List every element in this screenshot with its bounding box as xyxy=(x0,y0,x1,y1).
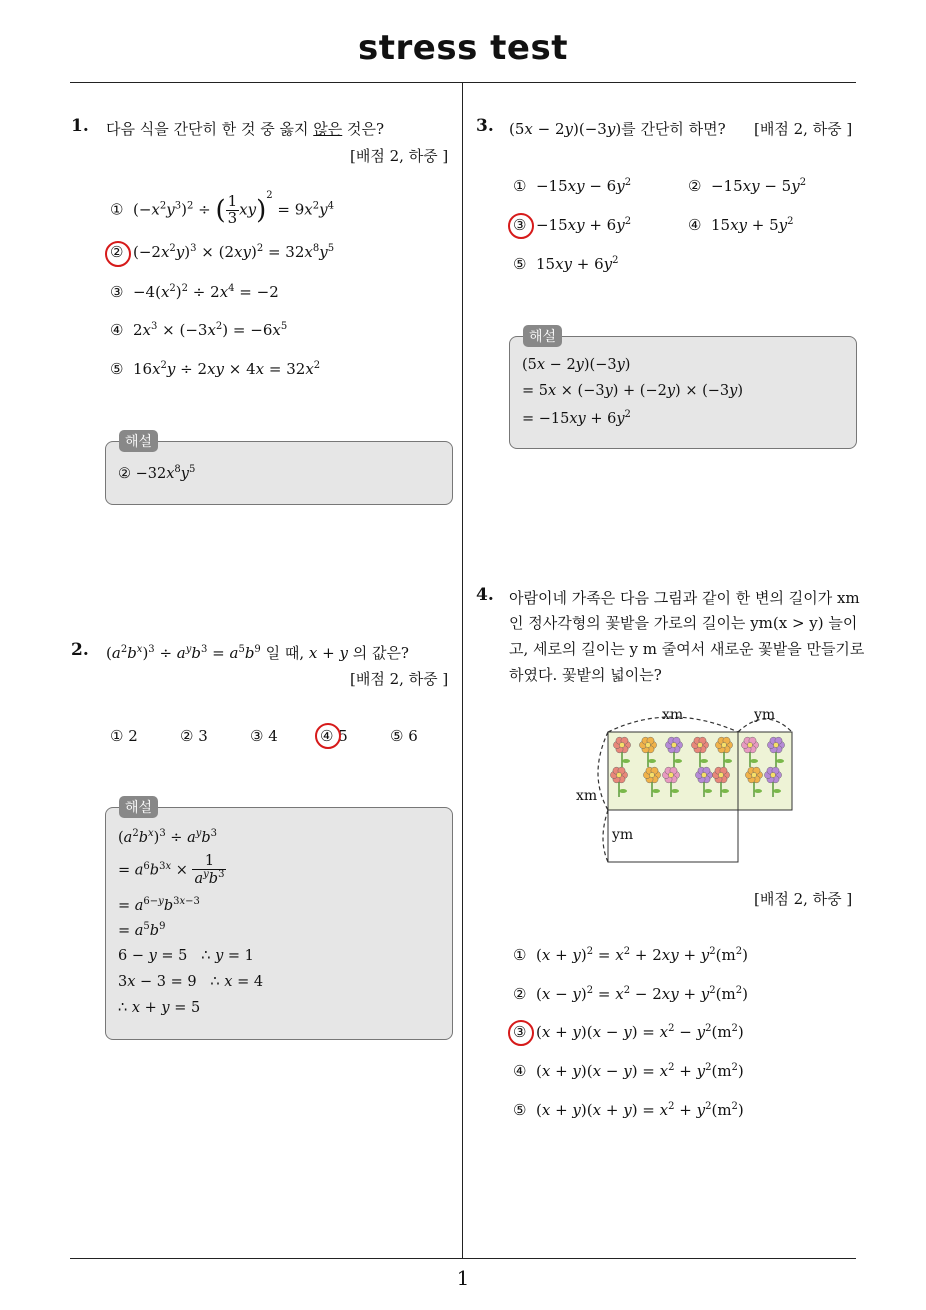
flower-center xyxy=(751,772,756,777)
solution-box xyxy=(105,807,453,1040)
answer-mark xyxy=(105,241,131,267)
flower-center xyxy=(649,772,654,777)
flower-leaf xyxy=(674,759,682,763)
flower-center xyxy=(701,772,706,777)
question-text-line: 고, 세로의 길이는 y m 줄여서 새로운 꽃밭을 만들기로 xyxy=(509,640,865,658)
solution-line: 6 − y = 5 ∴ y = 1 xyxy=(118,948,254,964)
bottom-rule xyxy=(70,1258,856,1259)
question-number: 2. xyxy=(71,640,89,660)
solution-line: ② $-32x^8y^5$ xyxy=(118,464,196,482)
choice-4[interactable]: ④ $2x^3 \times (-3x^2) = -6x^5$ xyxy=(110,321,288,339)
flower-center xyxy=(770,772,775,777)
flower-center xyxy=(671,742,676,747)
page-title: stress test xyxy=(358,28,568,68)
flower-leaf xyxy=(652,789,660,793)
choice-1[interactable]: ① $(-x^2y^3)^2$ ÷ ( $\frac{1}{3}$ $xy)^2 = 9x^2y^4$ xyxy=(110,190,334,227)
flower-leaf xyxy=(622,759,630,763)
question-text-part: 것은? xyxy=(342,120,385,138)
flower-leaf xyxy=(619,789,627,793)
figure-label-left-x: xm xyxy=(576,788,598,804)
flower-center xyxy=(668,772,673,777)
solution-line: = $a^5b^9$ xyxy=(118,921,166,939)
question-text-line: 아람이네 가족은 다음 그림과 같이 한 변의 길이가 xm xyxy=(509,589,860,607)
flower-center xyxy=(718,772,723,777)
answer-mark xyxy=(508,213,534,239)
choice-5[interactable]: ⑤ 6 xyxy=(390,727,418,745)
choice-2[interactable]: ② $(-2x^2y)^3 \times (2xy)^2 = 32x^8y^5$ xyxy=(110,243,335,261)
flower-center xyxy=(721,742,726,747)
flower-leaf xyxy=(704,789,712,793)
question-number: 3. xyxy=(476,116,494,136)
choice-1[interactable]: ① $-15xy - 6y^2$ xyxy=(513,177,632,195)
page-number: 1 xyxy=(456,1266,470,1290)
flower-center xyxy=(616,772,621,777)
flower-leaf xyxy=(648,759,656,763)
choice-4[interactable]: ④ $(x + y)(x - y) = x^2 + y^2(m^2)$ xyxy=(513,1062,744,1080)
choice-2[interactable]: ② $-15xy - 5y^2$ xyxy=(688,177,807,195)
score-info: [배점 2, 하중 ] xyxy=(754,890,853,908)
flower-center xyxy=(747,742,752,747)
question-text-part: 다음 식을 간단히 한 것 중 옳지 xyxy=(106,120,314,138)
column-divider xyxy=(462,83,463,1258)
flower-leaf xyxy=(776,759,784,763)
choice-2[interactable]: ② 3 xyxy=(180,727,208,745)
flower-center xyxy=(619,742,624,747)
choice-5[interactable]: ⑤ $(x + y)(x + y) = x^2 + y^2(m^2)$ xyxy=(513,1101,744,1119)
question-text-line: 인 정사각형의 꽃밭을 가로의 길이는 ym(x > y) 늘이 xyxy=(509,614,858,632)
answer-mark xyxy=(315,723,341,749)
choice-1[interactable]: ① $(x + y)^2 = x^2 + 2xy + y^2(m^2)$ xyxy=(513,946,748,964)
solution-line: = 5x × (−3y) + (−2y) × (−3y) xyxy=(522,383,743,399)
solution-line: = $-15xy + 6y^2$ xyxy=(522,409,631,427)
question-number: 4. xyxy=(476,585,494,605)
score-info: [배점 2, 하중 ] xyxy=(754,120,853,138)
figure-label-left-y: ym xyxy=(612,827,634,843)
choice-5[interactable]: ⑤ $15xy + 6y^2$ xyxy=(513,255,619,273)
solution-tag: 해설 xyxy=(523,325,562,347)
score-info: [배점 2, 하중 ] xyxy=(350,147,449,165)
choice-3[interactable]: ③ $(x + y)(x - y) = x^2 - y^2(m^2)$ xyxy=(513,1023,744,1041)
solution-line: = $a^6b^{3x}$ × $\frac{1}{a^yb^3}$ xyxy=(118,853,225,888)
flower-leaf xyxy=(773,789,781,793)
solution-tag: 해설 xyxy=(119,796,158,818)
question-number: 1. xyxy=(71,116,89,136)
flower-leaf xyxy=(671,789,679,793)
choice-1[interactable]: ① 2 xyxy=(110,727,138,745)
question-text-underlined: 않은 xyxy=(313,120,343,138)
flower-leaf xyxy=(724,759,732,763)
solution-box xyxy=(509,336,857,449)
question-text-line: 하였다. 꽃밭의 넓이는? xyxy=(509,666,662,684)
flower-center xyxy=(645,742,650,747)
choice-2[interactable]: ② $(x - y)^2 = x^2 - 2xy + y^2(m^2)$ xyxy=(513,985,748,1003)
flower-center xyxy=(773,742,778,747)
solution-line: $(a^2b^x)^3 \div a^yb^3$ xyxy=(118,828,218,846)
solution-line: 3x − 3 = 9 ∴ x = 4 xyxy=(118,974,264,990)
flower-leaf xyxy=(754,789,762,793)
figure-label-top-x: xm xyxy=(662,707,684,723)
solution-line: (5x − 2y)(−3y) xyxy=(522,357,631,373)
score-info: [배점 2, 하중 ] xyxy=(350,670,449,688)
answer-mark xyxy=(508,1020,534,1046)
flower-leaf xyxy=(750,759,758,763)
choice-4[interactable]: ④ 5 xyxy=(320,727,348,745)
flower-center xyxy=(697,742,702,747)
question-text xyxy=(106,118,384,139)
choice-3[interactable]: ③ 4 xyxy=(250,727,278,745)
choice-5[interactable]: ⑤ $16x^2y \div 2xy \times 4x = 32x^2$ xyxy=(110,360,321,378)
choice-3[interactable]: ③ $-4(x^2)^2 \div 2x^4 = -2$ xyxy=(110,283,279,301)
flower-leaf xyxy=(700,759,708,763)
choice-3[interactable]: ③ $-15xy + 6y^2$ xyxy=(513,216,632,234)
choice-4[interactable]: ④ $15xy + 5y^2$ xyxy=(688,216,794,234)
solution-line: ∴ x + y = 5 xyxy=(118,1000,201,1016)
top-rule xyxy=(70,82,856,83)
figure-label-top-y: ym xyxy=(754,707,776,723)
solution-tag: 해설 xyxy=(119,430,158,452)
solution-box xyxy=(105,441,453,505)
question-text: (5x − 2y)(−3y)를 간단히 하면? xyxy=(509,120,726,138)
question-text: $(a^2b^x)^3 \div a^yb^3 = a^5b^9$ 일 때, x + y 의 값은? xyxy=(106,644,409,662)
solution-line: = $a^{6-y}b^{3x-3}$ xyxy=(118,896,200,914)
flower-garden-figure xyxy=(570,700,810,870)
flower-leaf xyxy=(721,789,729,793)
